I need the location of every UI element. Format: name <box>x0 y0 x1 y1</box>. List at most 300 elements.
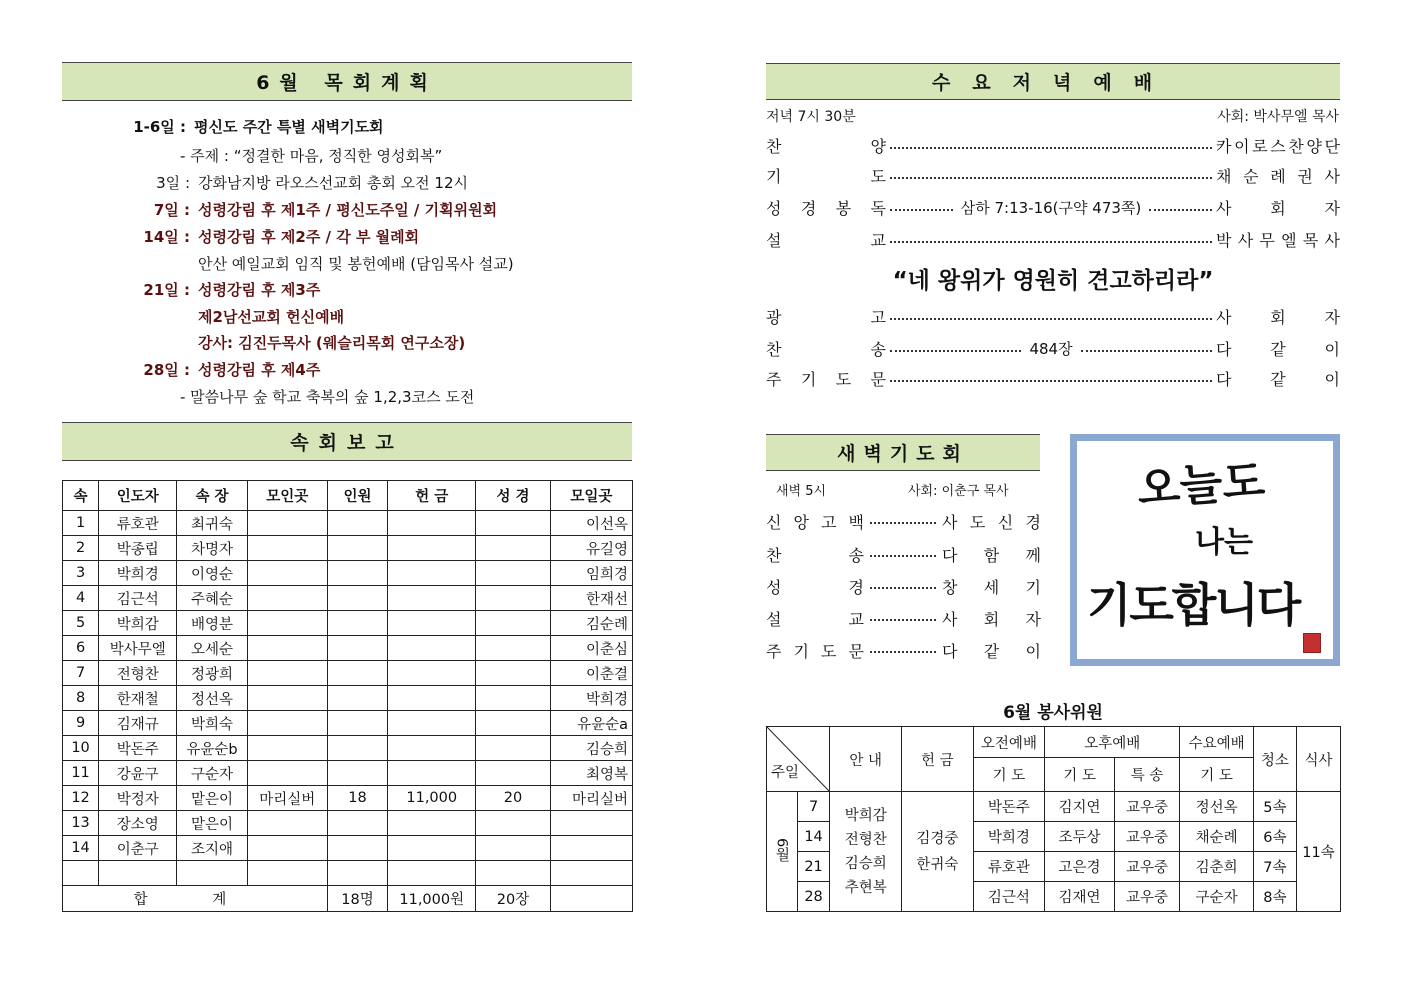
header-pm-service: 오후예배 <box>1045 727 1180 758</box>
report-cell <box>388 811 476 836</box>
report-cell: 이춘구 <box>99 836 177 861</box>
plan-text: 성령강림 후 제1주 / 평신도주일 / 기획위원회 <box>198 201 498 219</box>
order-label: 찬 양 <box>766 136 886 156</box>
dawn-row <box>766 508 1041 534</box>
day-cell: 7 <box>797 792 830 822</box>
order-detail: 삼하 7:13-16(구약 473쪽) <box>960 198 1142 217</box>
order-label: 기 도 <box>766 166 886 186</box>
am-prayer-cell: 박돈주 <box>973 792 1045 822</box>
report-cell <box>247 736 327 761</box>
table-row <box>63 711 633 736</box>
report-cell: 최영복 <box>550 761 632 786</box>
pm-prayer-cell: 김재연 <box>1045 882 1115 912</box>
report-cell: 마리실버 <box>247 786 327 811</box>
report-cell <box>247 836 327 861</box>
report-cell: 14 <box>63 836 99 861</box>
plan-text: 성령강림 후 제3주 <box>198 281 321 299</box>
dawn-label: 설 교 <box>766 609 864 629</box>
dawn-value: 다 같 이 <box>942 641 1041 661</box>
table-row <box>63 586 633 611</box>
report-cell: 정선옥 <box>177 686 247 711</box>
report-cell: 오세순 <box>177 636 247 661</box>
order-value: 다 같 이 <box>1216 339 1340 359</box>
meal-cell: 11속 <box>1296 792 1340 912</box>
report-cell: 박정자 <box>99 786 177 811</box>
report-cell: 조지애 <box>177 836 247 861</box>
plan-text: - 주제 : “정결한 마음, 정직한 영성회복” <box>180 147 443 165</box>
table-row <box>63 686 633 711</box>
calligraphy-image <box>1070 434 1340 666</box>
report-cell: 김근석 <box>99 586 177 611</box>
plan-line <box>62 116 384 137</box>
leader-dots <box>870 651 936 653</box>
header-meal: 식사 <box>1296 727 1340 792</box>
report-col-header: 성 경 <box>476 481 550 511</box>
pm-prayer-cell: 조두상 <box>1045 822 1115 852</box>
table-row <box>63 761 633 786</box>
wednesday-time: 저녁 7시 30분 <box>766 109 856 125</box>
special-song-cell: 교우중 <box>1114 792 1179 822</box>
report-cell: 박희감 <box>99 611 177 636</box>
leader-dots <box>870 522 936 524</box>
cleaning-cell: 7속 <box>1253 852 1296 882</box>
order-value: 사 회 자 <box>1216 198 1341 218</box>
leader-dots <box>1081 349 1212 352</box>
offering-name: 김경중 <box>916 830 959 847</box>
plan-line <box>62 199 497 220</box>
report-cell <box>476 536 550 561</box>
report-cell: 9 <box>63 711 99 736</box>
table-row <box>767 792 1341 822</box>
report-cell <box>476 736 550 761</box>
report-cell <box>247 636 327 661</box>
report-cell: 20 <box>476 786 550 811</box>
total-offering: 11,000원 <box>388 886 476 912</box>
report-cell: 김재규 <box>99 711 177 736</box>
plan-header <box>62 62 632 101</box>
report-cell: 맡은이 <box>177 786 247 811</box>
corner-cell <box>767 727 830 792</box>
report-cell: 12 <box>63 786 99 811</box>
leader-dots <box>870 555 936 557</box>
report-cell <box>476 586 550 611</box>
report-cell <box>476 561 550 586</box>
day-cell: 14 <box>797 822 830 852</box>
report-cell <box>177 861 247 886</box>
report-cell: 박종립 <box>99 536 177 561</box>
day-cell: 28 <box>797 882 830 912</box>
leader-dots <box>890 349 1021 352</box>
report-cell <box>388 611 476 636</box>
report-cell <box>476 686 550 711</box>
report-cell <box>388 636 476 661</box>
total-label: 합 계 <box>63 886 328 912</box>
report-cell: 박희경 <box>99 561 177 586</box>
leader-dots <box>890 317 1212 320</box>
wed-prayer-cell: 구순자 <box>1180 882 1254 912</box>
report-cell: 한재선 <box>550 586 632 611</box>
total-empty <box>550 886 632 912</box>
report-cell: 유길영 <box>550 536 632 561</box>
report-cell: 박희숙 <box>177 711 247 736</box>
table-row <box>63 836 633 861</box>
dawn-header <box>766 434 1040 471</box>
leader-dots <box>890 240 1212 243</box>
dawn-label: 찬 송 <box>766 545 864 565</box>
report-cell: 이영순 <box>177 561 247 586</box>
header-wed-service: 수요예배 <box>1180 727 1254 758</box>
guide-cell <box>830 792 902 912</box>
report-cell <box>476 761 550 786</box>
dawn-host: 사회: 이춘구 목사 <box>908 484 1009 499</box>
report-cell <box>388 536 476 561</box>
report-cell: 김승희 <box>550 736 632 761</box>
cleaning-cell: 5속 <box>1253 792 1296 822</box>
report-col-header: 인원 <box>327 481 387 511</box>
plan-text: 성령강림 후 제4주 <box>198 361 321 379</box>
wed-prayer-cell: 정선옥 <box>1180 792 1254 822</box>
report-cell <box>327 611 387 636</box>
dawn-value: 창 세 기 <box>942 577 1041 597</box>
report-col-header: 속 장 <box>177 481 247 511</box>
report-cell <box>388 561 476 586</box>
header-offering: 헌 금 <box>902 727 974 792</box>
report-cell: 이춘심 <box>550 636 632 661</box>
plan-text: 평신도 주간 특별 새벽기도회 <box>194 118 384 136</box>
report-cell: 7 <box>63 661 99 686</box>
report-cell <box>327 586 387 611</box>
report-cell <box>476 611 550 636</box>
order-value: 박 사 무 엘 목 사 <box>1216 230 1340 250</box>
month-cell <box>767 792 798 912</box>
calligraphy-line2: 나는 <box>1195 525 1253 560</box>
table-row <box>63 811 633 836</box>
plan-date: 1-6일 : <box>133 118 186 136</box>
order-row <box>766 226 1340 252</box>
report-cell <box>388 861 476 886</box>
plan-text: 제2남선교회 헌신예배 <box>198 308 345 326</box>
report-cell: 김순례 <box>550 611 632 636</box>
plan-line <box>62 172 468 193</box>
report-cell: 임희경 <box>550 561 632 586</box>
report-cell: 류호관 <box>99 511 177 536</box>
plan-line <box>62 359 320 380</box>
report-cell <box>247 711 327 736</box>
report-cell: 정광희 <box>177 661 247 686</box>
dawn-value: 다 함 께 <box>942 545 1041 565</box>
report-cell <box>388 736 476 761</box>
dawn-row <box>766 637 1041 663</box>
report-title: 속회보고 <box>290 432 404 454</box>
guide-name: 전형찬 <box>844 831 887 848</box>
leader-dots <box>890 146 1212 149</box>
report-cell: 마리실버 <box>550 786 632 811</box>
order-row <box>766 132 1340 158</box>
dawn-row <box>766 605 1041 631</box>
report-cell <box>247 761 327 786</box>
offering-name: 한귀숙 <box>916 856 959 873</box>
report-cell <box>247 511 327 536</box>
plan-text: 강사: 김진두목사 (웨슬리목회 연구소장) <box>198 334 466 352</box>
report-cell <box>388 511 476 536</box>
am-prayer-cell: 박희경 <box>973 822 1045 852</box>
calligraphy-line3: 기도합니다 <box>1087 578 1300 632</box>
report-cell: 11,000 <box>388 786 476 811</box>
report-cell <box>388 836 476 861</box>
report-cell: 4 <box>63 586 99 611</box>
guide-name: 추현복 <box>844 879 887 896</box>
plan-text: 강화남지방 라오스선교회 총회 오전 12시 <box>198 174 469 192</box>
leader-dots <box>890 208 953 211</box>
day-cell: 21 <box>797 852 830 882</box>
report-cell <box>327 511 387 536</box>
wednesday-title: 수요저녁예배 <box>931 72 1175 94</box>
report-cell: 구순자 <box>177 761 247 786</box>
report-cell: 한재철 <box>99 686 177 711</box>
report-cell: 전형찬 <box>99 661 177 686</box>
seal-stamp <box>1303 633 1321 653</box>
special-song-cell: 교우중 <box>1114 822 1179 852</box>
report-cell: 주혜순 <box>177 586 247 611</box>
wednesday-header <box>766 63 1340 100</box>
report-cell <box>476 711 550 736</box>
report-cell <box>327 811 387 836</box>
leader-dots <box>870 587 936 589</box>
plan-text: 성령강림 후 제2주 / 각 부 월례회 <box>198 228 420 246</box>
report-cell <box>247 536 327 561</box>
service-title: 6월 봉사위원 <box>1003 703 1103 723</box>
report-cell <box>476 511 550 536</box>
report-cell <box>388 586 476 611</box>
report-cell <box>247 686 327 711</box>
report-cell <box>388 761 476 786</box>
report-header <box>62 422 632 461</box>
report-cell <box>247 861 327 886</box>
report-col-header: 속 <box>63 481 99 511</box>
report-cell <box>247 586 327 611</box>
report-cell: 차명자 <box>177 536 247 561</box>
dawn-label: 성 경 <box>766 577 864 597</box>
report-cell <box>327 761 387 786</box>
cleaning-cell: 8속 <box>1253 882 1296 912</box>
special-song-cell: 교우중 <box>1114 882 1179 912</box>
report-cell <box>550 836 632 861</box>
order-row <box>766 162 1340 188</box>
report-cell <box>247 561 327 586</box>
table-row <box>63 511 633 536</box>
pm-prayer-cell: 고은경 <box>1045 852 1115 882</box>
plan-date: 7일 : <box>153 201 190 219</box>
sermon-title: “네 왕위가 영원히 견고하리라” <box>892 268 1214 294</box>
report-cell <box>247 611 327 636</box>
total-people: 18명 <box>327 886 387 912</box>
table-row <box>63 736 633 761</box>
report-table <box>62 480 633 912</box>
dawn-value: 사 회 자 <box>942 609 1041 629</box>
table-row <box>63 611 633 636</box>
report-cell: 8 <box>63 686 99 711</box>
report-cell: 2 <box>63 536 99 561</box>
report-cell <box>476 636 550 661</box>
dawn-time: 새벽 5시 <box>776 484 827 499</box>
guide-name: 박희감 <box>844 807 887 824</box>
report-cell: 6 <box>63 636 99 661</box>
leader-dots <box>1149 208 1212 211</box>
report-cell <box>550 811 632 836</box>
month-label: 6월 <box>773 837 790 862</box>
leader-dots <box>870 619 936 621</box>
pm-prayer-cell: 김지연 <box>1045 792 1115 822</box>
report-cell <box>63 861 99 886</box>
order-row <box>766 194 1340 220</box>
report-cell <box>327 561 387 586</box>
plan-line <box>62 145 442 166</box>
guide-name: 김승희 <box>844 855 887 872</box>
report-cell: 11 <box>63 761 99 786</box>
report-cell: 유윤순a <box>550 711 632 736</box>
report-cell: 박희경 <box>550 686 632 711</box>
report-cell <box>327 686 387 711</box>
report-cell: 배영분 <box>177 611 247 636</box>
report-cell: 이춘결 <box>550 661 632 686</box>
special-song-cell: 교우중 <box>1114 852 1179 882</box>
order-label: 설 교 <box>766 230 886 250</box>
offering-cell <box>902 792 974 912</box>
report-cell <box>388 711 476 736</box>
order-value: 사 회 자 <box>1216 307 1340 327</box>
plan-date: 3일 : <box>156 174 190 192</box>
header-cleaning: 청소 <box>1253 727 1296 792</box>
plan-date: 21일 : <box>143 281 190 299</box>
report-cell <box>247 661 327 686</box>
report-cell <box>327 836 387 861</box>
header-special-song: 특 송 <box>1114 758 1179 792</box>
dawn-row <box>766 541 1041 567</box>
header-am-service: 오전예배 <box>973 727 1045 758</box>
service-header-row <box>767 727 1341 758</box>
header-prayer: 기 도 <box>1045 758 1115 792</box>
report-cell: 장소영 <box>99 811 177 836</box>
report-cell <box>476 811 550 836</box>
plan-line <box>62 386 474 407</box>
report-cell: 맡은이 <box>177 811 247 836</box>
report-header-row <box>63 481 633 511</box>
report-cell: 3 <box>63 561 99 586</box>
report-col-header: 헌 금 <box>388 481 476 511</box>
table-row <box>63 636 633 661</box>
order-label: 주 기 도 문 <box>766 369 886 389</box>
dawn-row <box>766 573 1041 599</box>
plan-line <box>62 226 419 247</box>
report-cell: 유윤순b <box>177 736 247 761</box>
table-row <box>63 786 633 811</box>
leader-dots <box>890 379 1212 382</box>
order-label: 광 고 <box>766 307 886 327</box>
report-cell: 13 <box>63 811 99 836</box>
plan-date: 14일 : <box>143 228 190 246</box>
report-cell <box>476 861 550 886</box>
total-bible: 20장 <box>476 886 550 912</box>
report-cell <box>327 636 387 661</box>
report-cell: 1 <box>63 511 99 536</box>
plan-line <box>62 279 320 300</box>
dawn-label: 주 기 도 문 <box>766 641 864 661</box>
report-cell <box>247 811 327 836</box>
order-value: 카 이 로 스 찬 양 단 <box>1216 136 1340 156</box>
report-col-header: 모일곳 <box>550 481 632 511</box>
report-cell: 이선옥 <box>550 511 632 536</box>
table-row <box>63 861 633 886</box>
report-cell <box>550 861 632 886</box>
corner-label: 주일 <box>771 765 800 781</box>
header-prayer: 기 도 <box>973 758 1045 792</box>
plan-line <box>62 332 465 353</box>
report-col-header: 인도자 <box>99 481 177 511</box>
plan-line <box>62 253 514 274</box>
dawn-value: 사 도 신 경 <box>942 512 1041 532</box>
report-total-row <box>63 886 633 912</box>
report-cell <box>99 861 177 886</box>
order-row <box>766 303 1340 329</box>
wednesday-host: 사회: 박사무엘 목사 <box>1217 109 1339 125</box>
dawn-title: 새벽기도회 <box>837 443 969 465</box>
report-cell: 5 <box>63 611 99 636</box>
plan-text: 안산 예일교회 임직 및 봉헌예배 (담임목사 설교) <box>198 255 514 273</box>
plan-date: 28일 : <box>143 361 190 379</box>
am-prayer-cell: 류호관 <box>973 852 1045 882</box>
table-row <box>63 561 633 586</box>
report-cell <box>327 736 387 761</box>
header-guide: 안 내 <box>830 727 902 792</box>
plan-text: - 말씀나무 숲 학교 축복의 숲 1,2,3코스 도전 <box>180 388 475 406</box>
wed-prayer-cell: 채순례 <box>1180 822 1254 852</box>
report-col-header: 모인곳 <box>247 481 327 511</box>
calligraphy-line1: 오늘도 <box>1135 455 1267 516</box>
order-label: 찬 송 <box>766 339 886 359</box>
report-cell: 박돈주 <box>99 736 177 761</box>
dawn-label: 신 앙 고 백 <box>766 512 864 532</box>
report-cell: 강윤구 <box>99 761 177 786</box>
table-row <box>63 661 633 686</box>
am-prayer-cell: 김근석 <box>973 882 1045 912</box>
report-cell <box>327 536 387 561</box>
order-detail: 484장 <box>1029 339 1073 358</box>
plan-title: 6월 목회계획 <box>256 72 438 94</box>
report-cell: 10 <box>63 736 99 761</box>
order-label: 성 경 봉 독 <box>766 198 886 218</box>
report-cell <box>388 686 476 711</box>
cleaning-cell: 6속 <box>1253 822 1296 852</box>
report-cell <box>388 661 476 686</box>
wed-prayer-cell: 김춘희 <box>1180 852 1254 882</box>
order-row <box>766 335 1340 361</box>
order-row <box>766 365 1340 391</box>
report-cell <box>327 711 387 736</box>
report-cell <box>476 661 550 686</box>
leader-dots <box>890 176 1212 179</box>
report-cell <box>476 836 550 861</box>
service-table <box>766 726 1341 912</box>
table-row <box>63 536 633 561</box>
report-cell: 박사무엘 <box>99 636 177 661</box>
report-cell: 최귀숙 <box>177 511 247 536</box>
header-prayer: 기 도 <box>1180 758 1254 792</box>
report-cell <box>327 861 387 886</box>
plan-line <box>62 306 344 327</box>
report-cell: 18 <box>327 786 387 811</box>
order-value: 다 같 이 <box>1216 369 1340 389</box>
report-cell <box>327 661 387 686</box>
